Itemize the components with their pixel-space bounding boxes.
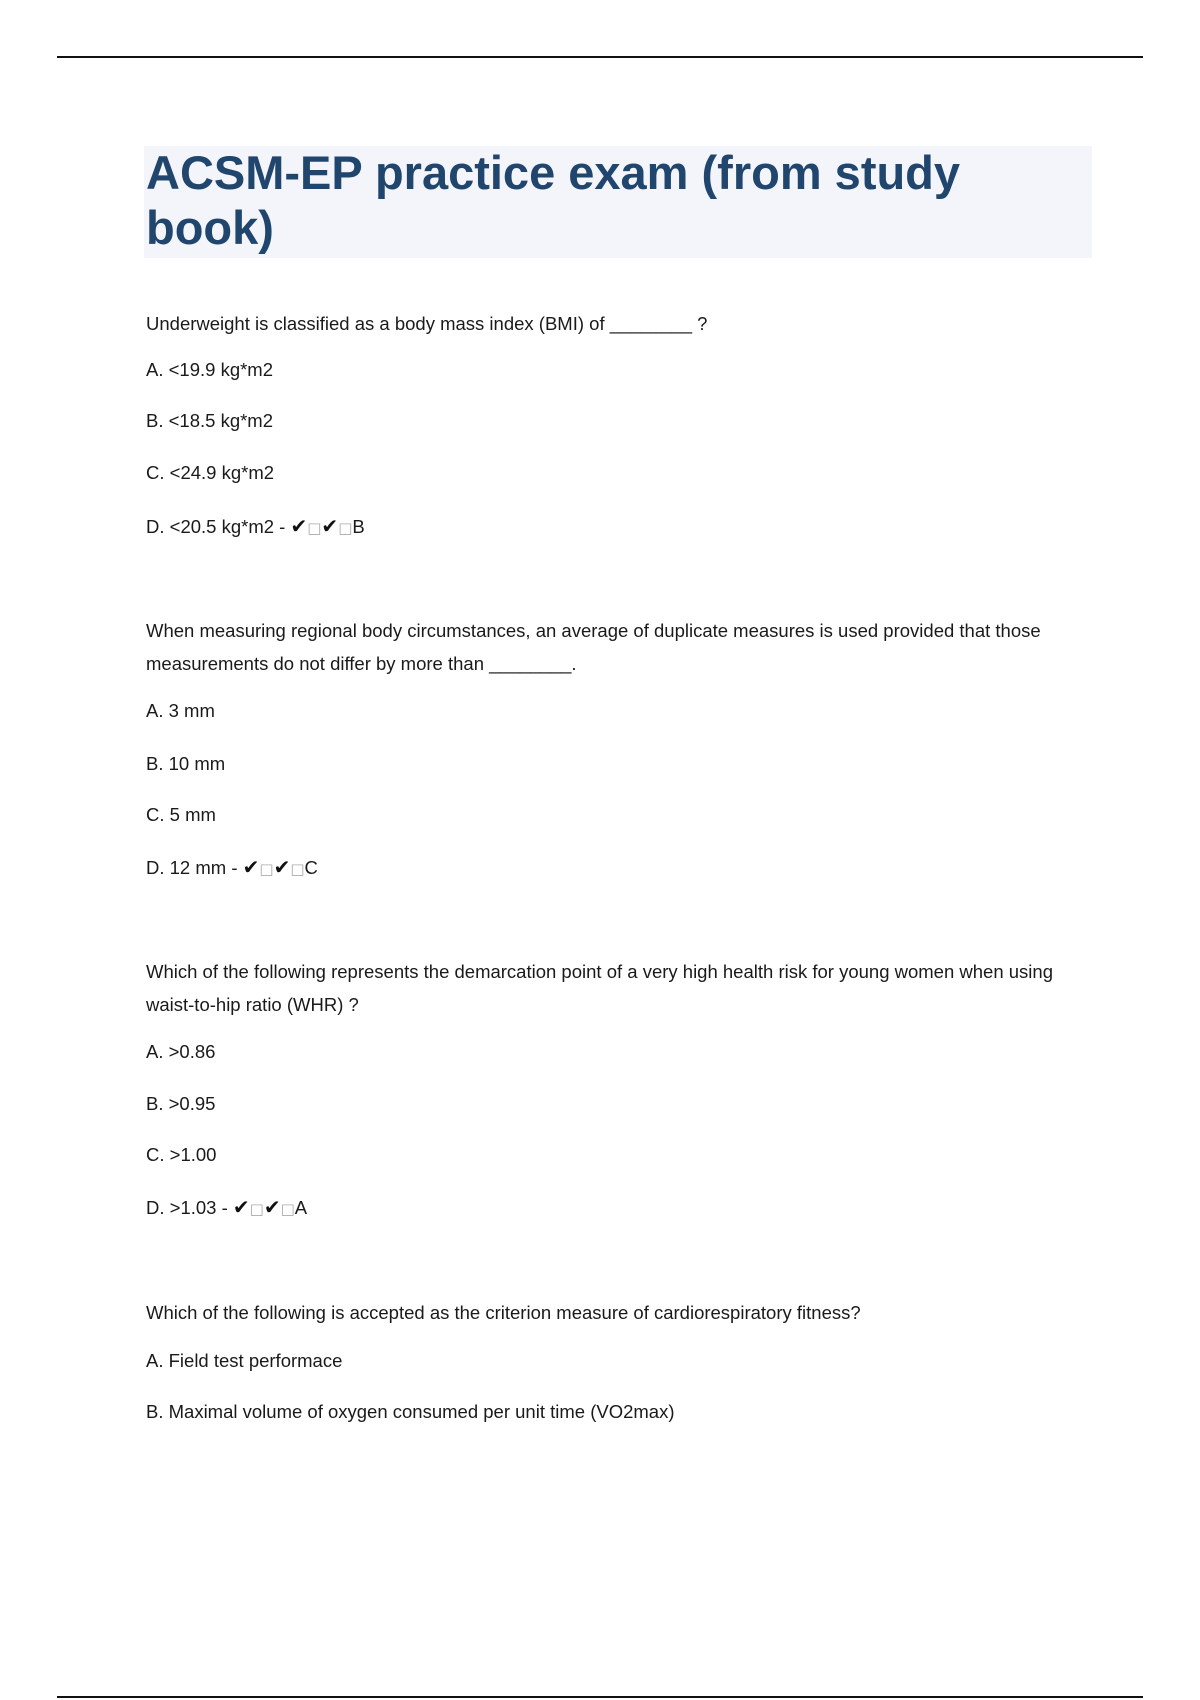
option-b: B. 10 mm [146,753,226,774]
question-text: Underweight is classified as a body mass index (BMI) of ________ ? [146,313,708,334]
option-b: B. Maximal volume of oxygen consumed per unit time (VO2max) [146,1401,675,1422]
answer-letter: B [352,516,365,537]
option-a: A. Field test performace [146,1350,343,1371]
option-d-answer-line [146,855,318,881]
top-rule [57,56,1143,58]
option-d: D. 12 mm - [146,857,243,878]
check-icon: ✔ [290,514,308,538]
question-text: Which of the following is accepted as the criterion measure of cardiorespiratory fitness? [146,1302,861,1323]
answer-letter: C [304,857,318,878]
option-a: A. >0.86 [146,1041,216,1062]
option-c: C. 5 mm [146,804,216,825]
option-b: B. <18.5 kg*m2 [146,410,274,431]
answer-mark [290,514,353,538]
box-icon: □ [280,1200,295,1218]
check-icon: ✔ [263,1195,281,1219]
question-text: When measuring regional body circumstances, an average of duplicate measures is used provided that those measurements do not differ by more than ________. [146,620,1041,674]
option-d-answer-line [146,514,365,540]
check-icon: ✔ [232,1195,250,1219]
box-icon: □ [249,1200,264,1218]
answer-letter: A [294,1197,308,1218]
box-icon: □ [290,860,305,878]
box-icon: □ [259,860,274,878]
check-icon: ✔ [242,855,260,879]
option-d: D. <20.5 kg*m2 - [146,516,291,537]
option-a: A. <19.9 kg*m2 [146,359,274,380]
bottom-rule [57,1696,1143,1698]
check-icon: ✔ [273,855,291,879]
answer-mark [242,855,305,879]
option-c: C. >1.00 [146,1144,217,1165]
page-title: ACSM-EP practice exam (from study book) [146,146,961,254]
box-icon: □ [338,519,353,537]
check-icon: ✔ [321,514,339,538]
option-b: B. >0.95 [146,1093,216,1114]
option-a: A. 3 mm [146,700,215,721]
option-d: D. >1.03 - [146,1197,233,1218]
box-icon: □ [307,519,322,537]
option-d-answer-line [146,1195,307,1221]
option-c: C. <24.9 kg*m2 [146,462,275,483]
answer-mark [232,1195,295,1219]
question-text: Which of the following represents the demarcation point of a very high health risk for young women when using waist-to-hip ratio (WHR) ? [146,961,1053,1015]
